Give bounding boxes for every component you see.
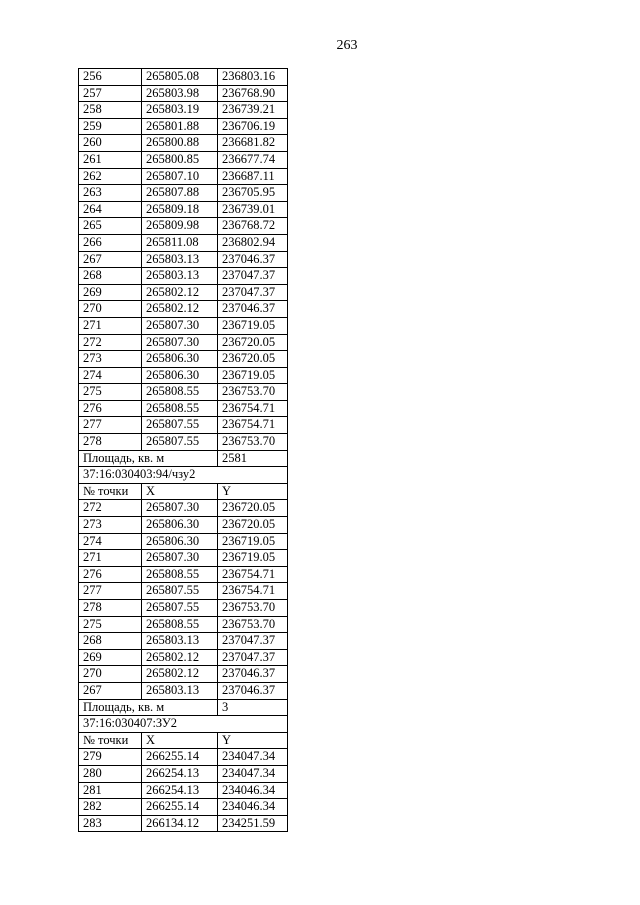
x-coordinate-cell: 265809.18 bbox=[142, 201, 218, 218]
table-row bbox=[79, 782, 288, 799]
y-coordinate-cell: 236719.05 bbox=[218, 533, 288, 550]
x-coordinate-cell: 265803.13 bbox=[142, 682, 218, 699]
area-row bbox=[79, 450, 288, 467]
coordinates-table-body bbox=[79, 69, 288, 832]
y-coordinate-cell: 236754.71 bbox=[218, 400, 288, 417]
y-coordinate-cell: 236739.21 bbox=[218, 102, 288, 119]
point-number-cell: 277 bbox=[79, 583, 142, 600]
point-number-cell: 265 bbox=[79, 218, 142, 235]
y-coordinate-cell: 237047.37 bbox=[218, 649, 288, 666]
y-coordinate-cell: 236719.05 bbox=[218, 550, 288, 567]
point-number-cell: 282 bbox=[79, 799, 142, 816]
table-row bbox=[79, 384, 288, 401]
table-row bbox=[79, 400, 288, 417]
table-row bbox=[79, 815, 288, 832]
y-coordinate-cell: 236681.82 bbox=[218, 135, 288, 152]
point-number-cell: 269 bbox=[79, 649, 142, 666]
table-row bbox=[79, 517, 288, 534]
point-number-cell: 256 bbox=[79, 69, 142, 86]
y-coordinate-cell: 236720.05 bbox=[218, 351, 288, 368]
point-number-cell: 272 bbox=[79, 500, 142, 517]
table-row bbox=[79, 566, 288, 583]
table-row bbox=[79, 118, 288, 135]
y-coordinate-cell: 236706.19 bbox=[218, 118, 288, 135]
y-coordinate-cell: 234251.59 bbox=[218, 815, 288, 832]
point-number-cell: 257 bbox=[79, 85, 142, 102]
y-coordinate-cell: 236687.11 bbox=[218, 168, 288, 185]
point-number-cell: 280 bbox=[79, 765, 142, 782]
x-coordinate-cell: 265801.88 bbox=[142, 118, 218, 135]
x-coordinate-cell: 265807.30 bbox=[142, 550, 218, 567]
x-coordinate-cell: 266134.12 bbox=[142, 815, 218, 832]
column-header-row bbox=[79, 483, 288, 500]
column-header-row bbox=[79, 732, 288, 749]
table-row bbox=[79, 434, 288, 451]
y-coordinate-cell: 236753.70 bbox=[218, 600, 288, 617]
point-number-cell: 271 bbox=[79, 317, 142, 334]
table-row bbox=[79, 251, 288, 268]
x-coordinate-cell: 265808.55 bbox=[142, 384, 218, 401]
table-row bbox=[79, 185, 288, 202]
point-number-cell: 270 bbox=[79, 666, 142, 683]
point-number-header: № точки bbox=[79, 483, 142, 500]
y-coordinate-cell: 236768.90 bbox=[218, 85, 288, 102]
point-number-cell: 272 bbox=[79, 334, 142, 351]
y-coordinate-cell: 237046.37 bbox=[218, 682, 288, 699]
table-row bbox=[79, 616, 288, 633]
point-number-cell: 276 bbox=[79, 400, 142, 417]
y-coordinate-cell: 237046.37 bbox=[218, 666, 288, 683]
x-coordinate-cell: 265807.55 bbox=[142, 434, 218, 451]
y-coordinate-cell: 237047.37 bbox=[218, 268, 288, 285]
y-coordinate-cell: 236753.70 bbox=[218, 384, 288, 401]
y-coordinate-cell: 236705.95 bbox=[218, 185, 288, 202]
parcel-cadastral-number: 37:16:030407:ЗУ2 bbox=[79, 716, 288, 733]
table-row bbox=[79, 69, 288, 86]
table-row bbox=[79, 168, 288, 185]
table-row bbox=[79, 367, 288, 384]
table-row bbox=[79, 85, 288, 102]
x-coordinate-cell: 265805.08 bbox=[142, 69, 218, 86]
table-row bbox=[79, 201, 288, 218]
x-header: X bbox=[142, 732, 218, 749]
y-coordinate-cell: 236754.71 bbox=[218, 583, 288, 600]
point-number-cell: 266 bbox=[79, 234, 142, 251]
parcel-id-row bbox=[79, 467, 288, 484]
x-coordinate-cell: 265806.30 bbox=[142, 517, 218, 534]
area-value: 2581 bbox=[218, 450, 288, 467]
x-coordinate-cell: 265806.30 bbox=[142, 533, 218, 550]
y-coordinate-cell: 236753.70 bbox=[218, 434, 288, 451]
y-header: Y bbox=[218, 732, 288, 749]
table-row bbox=[79, 334, 288, 351]
point-number-cell: 264 bbox=[79, 201, 142, 218]
table-row bbox=[79, 284, 288, 301]
x-coordinate-cell: 265807.30 bbox=[142, 500, 218, 517]
table-row bbox=[79, 583, 288, 600]
point-number-header: № точки bbox=[79, 732, 142, 749]
point-number-cell: 259 bbox=[79, 118, 142, 135]
coordinates-table bbox=[78, 68, 288, 832]
parcel-id-row bbox=[79, 716, 288, 733]
point-number-cell: 269 bbox=[79, 284, 142, 301]
point-number-cell: 273 bbox=[79, 517, 142, 534]
x-coordinate-cell: 265807.55 bbox=[142, 583, 218, 600]
point-number-cell: 260 bbox=[79, 135, 142, 152]
table-row bbox=[79, 268, 288, 285]
x-coordinate-cell: 265800.88 bbox=[142, 135, 218, 152]
y-coordinate-cell: 237047.37 bbox=[218, 284, 288, 301]
point-number-cell: 267 bbox=[79, 251, 142, 268]
area-value: 3 bbox=[218, 699, 288, 716]
point-number-cell: 283 bbox=[79, 815, 142, 832]
x-header: X bbox=[142, 483, 218, 500]
y-header: Y bbox=[218, 483, 288, 500]
table-row bbox=[79, 600, 288, 617]
point-number-cell: 270 bbox=[79, 301, 142, 318]
table-row bbox=[79, 666, 288, 683]
x-coordinate-cell: 265806.30 bbox=[142, 351, 218, 368]
x-coordinate-cell: 265808.55 bbox=[142, 616, 218, 633]
point-number-cell: 274 bbox=[79, 533, 142, 550]
point-number-cell: 258 bbox=[79, 102, 142, 119]
area-row bbox=[79, 699, 288, 716]
x-coordinate-cell: 265800.85 bbox=[142, 151, 218, 168]
x-coordinate-cell: 266255.14 bbox=[142, 749, 218, 766]
x-coordinate-cell: 265807.88 bbox=[142, 185, 218, 202]
x-coordinate-cell: 265802.12 bbox=[142, 649, 218, 666]
point-number-cell: 267 bbox=[79, 682, 142, 699]
point-number-cell: 273 bbox=[79, 351, 142, 368]
y-coordinate-cell: 234047.34 bbox=[218, 765, 288, 782]
x-coordinate-cell: 265811.08 bbox=[142, 234, 218, 251]
x-coordinate-cell: 265806.30 bbox=[142, 367, 218, 384]
point-number-cell: 278 bbox=[79, 600, 142, 617]
y-coordinate-cell: 234046.34 bbox=[218, 799, 288, 816]
point-number-cell: 275 bbox=[79, 384, 142, 401]
y-coordinate-cell: 234046.34 bbox=[218, 782, 288, 799]
area-label: Площадь, кв. м bbox=[79, 450, 218, 467]
y-coordinate-cell: 237047.37 bbox=[218, 633, 288, 650]
table-row bbox=[79, 799, 288, 816]
y-coordinate-cell: 236720.05 bbox=[218, 334, 288, 351]
x-coordinate-cell: 265803.98 bbox=[142, 85, 218, 102]
point-number-cell: 275 bbox=[79, 616, 142, 633]
table-row bbox=[79, 649, 288, 666]
y-coordinate-cell: 236754.71 bbox=[218, 417, 288, 434]
point-number-cell: 278 bbox=[79, 434, 142, 451]
point-number-cell: 268 bbox=[79, 633, 142, 650]
x-coordinate-cell: 266254.13 bbox=[142, 782, 218, 799]
x-coordinate-cell: 265802.12 bbox=[142, 301, 218, 318]
x-coordinate-cell: 265808.55 bbox=[142, 400, 218, 417]
table-row bbox=[79, 301, 288, 318]
x-coordinate-cell: 265807.30 bbox=[142, 317, 218, 334]
point-number-cell: 279 bbox=[79, 749, 142, 766]
y-coordinate-cell: 234047.34 bbox=[218, 749, 288, 766]
point-number-cell: 274 bbox=[79, 367, 142, 384]
table-row bbox=[79, 765, 288, 782]
y-coordinate-cell: 236719.05 bbox=[218, 367, 288, 384]
y-coordinate-cell: 236802.94 bbox=[218, 234, 288, 251]
table-row bbox=[79, 218, 288, 235]
x-coordinate-cell: 265807.30 bbox=[142, 334, 218, 351]
x-coordinate-cell: 265803.13 bbox=[142, 633, 218, 650]
y-coordinate-cell: 236720.05 bbox=[218, 500, 288, 517]
y-coordinate-cell: 236753.70 bbox=[218, 616, 288, 633]
table-row bbox=[79, 151, 288, 168]
table-row bbox=[79, 682, 288, 699]
table-row bbox=[79, 633, 288, 650]
point-number-cell: 268 bbox=[79, 268, 142, 285]
x-coordinate-cell: 265802.12 bbox=[142, 666, 218, 683]
table-row bbox=[79, 417, 288, 434]
x-coordinate-cell: 265807.55 bbox=[142, 600, 218, 617]
y-coordinate-cell: 236677.74 bbox=[218, 151, 288, 168]
table-row bbox=[79, 102, 288, 119]
table-row bbox=[79, 135, 288, 152]
y-coordinate-cell: 236754.71 bbox=[218, 566, 288, 583]
y-coordinate-cell: 236768.72 bbox=[218, 218, 288, 235]
point-number-cell: 262 bbox=[79, 168, 142, 185]
y-coordinate-cell: 236719.05 bbox=[218, 317, 288, 334]
point-number-cell: 281 bbox=[79, 782, 142, 799]
y-coordinate-cell: 236803.16 bbox=[218, 69, 288, 86]
x-coordinate-cell: 265809.98 bbox=[142, 218, 218, 235]
x-coordinate-cell: 265807.10 bbox=[142, 168, 218, 185]
y-coordinate-cell: 237046.37 bbox=[218, 301, 288, 318]
point-number-cell: 271 bbox=[79, 550, 142, 567]
page-number: 263 bbox=[336, 38, 358, 53]
x-coordinate-cell: 265803.13 bbox=[142, 251, 218, 268]
y-coordinate-cell: 236720.05 bbox=[218, 517, 288, 534]
x-coordinate-cell: 266255.14 bbox=[142, 799, 218, 816]
table-row bbox=[79, 500, 288, 517]
x-coordinate-cell: 265808.55 bbox=[142, 566, 218, 583]
table-row bbox=[79, 317, 288, 334]
parcel-cadastral-number: 37:16:030403:94/чзу2 bbox=[79, 467, 288, 484]
area-label: Площадь, кв. м bbox=[79, 699, 218, 716]
x-coordinate-cell: 265803.13 bbox=[142, 268, 218, 285]
y-coordinate-cell: 236739.01 bbox=[218, 201, 288, 218]
table-row bbox=[79, 533, 288, 550]
point-number-cell: 263 bbox=[79, 185, 142, 202]
table-row bbox=[79, 351, 288, 368]
point-number-cell: 261 bbox=[79, 151, 142, 168]
x-coordinate-cell: 265802.12 bbox=[142, 284, 218, 301]
x-coordinate-cell: 265803.19 bbox=[142, 102, 218, 119]
y-coordinate-cell: 237046.37 bbox=[218, 251, 288, 268]
x-coordinate-cell: 265807.55 bbox=[142, 417, 218, 434]
point-number-cell: 277 bbox=[79, 417, 142, 434]
table-row bbox=[79, 234, 288, 251]
point-number-cell: 276 bbox=[79, 566, 142, 583]
table-row bbox=[79, 749, 288, 766]
table-row bbox=[79, 550, 288, 567]
x-coordinate-cell: 266254.13 bbox=[142, 765, 218, 782]
